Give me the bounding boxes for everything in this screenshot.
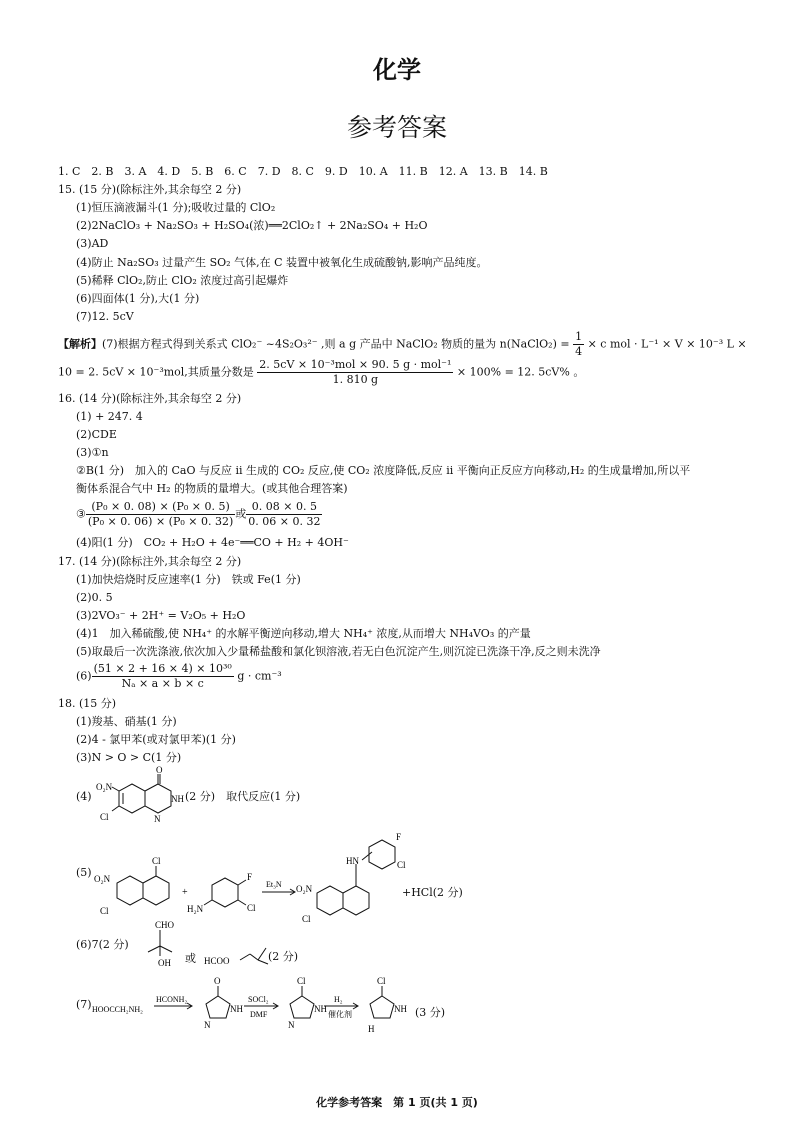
q18-a2: (2)4 - 氯甲苯(或对氯甲苯)(1 分) [76,733,236,746]
q18-a4-label: (4) [76,790,92,803]
q18-a5-label: (5) [76,866,92,879]
reagent-et3n: Et₃N [266,880,282,889]
q15-a1: (1)恒压滴液漏斗(1 分);吸收过量的 ClO₂ [76,201,276,214]
page-subtitle: 参考答案 [346,113,447,142]
q15-a6: (6)四面体(1 分),大(1 分) [76,292,200,305]
atom-hn: HN [346,856,359,866]
q15-head: 15. (15 分)(除标注外,其余每空 2 分) [58,183,242,196]
page-title: 化学 [373,56,421,84]
analysis-text-2b: × 100% = 12. 5cV% 。 [456,365,585,379]
q17-a2: (2)0. 5 [76,591,113,604]
q18-a3: (3)N > O > C(1 分) [76,751,182,764]
formate-group: HCOO [204,956,230,966]
reagent-dmf: DMF [250,1010,268,1019]
page-footer: 化学参考答案 第 1 页(共 1 页) [316,1096,478,1109]
q16-a3b-line2: 衡体系混合气中 H₂ 的物质的量增大。(或其他合理答案) [76,482,348,495]
atom-n: N [204,1020,211,1030]
atom-nh: NH [230,1004,243,1014]
atom-n: N [154,814,161,824]
atom-o: O [214,976,221,986]
analysis-text-2a: 10 = 2. 5cV × 10⁻³mol,其质量分数是 [58,365,254,379]
q16-a3: (3)①n [76,446,109,459]
q18-a7-score: (3 分) [415,1006,446,1019]
atom-cl: Cl [377,976,386,986]
reagent-catalyst: 催化剂 [328,1010,352,1019]
q18-a6-score: (2 分) [268,950,299,963]
q15-analysis-line2 [58,358,584,387]
q15-a5: (5)稀释 ClO₂,防止 ClO₂ 浓度过高引起爆炸 [76,274,289,287]
q16-a3b-line1: ②B(1 分) 加入的 CaO 与反应 ii 生成的 CO₂ 反应,使 CO₂ 浓度降低,反应 ii 平衡向正反应方向移动,H₂ 的生成量增加,所以平 [76,464,691,477]
plus-sign: + [182,887,188,898]
atom-n: N [288,1020,295,1030]
atom-o2n: O₂N [96,782,113,792]
atom-cl: Cl [302,914,311,924]
q17-a3: (3)2VO₃⁻ + 2H⁺ = V₂O₅ + H₂O [76,609,246,622]
q16-a3c: ③ $\frac{\text{(P₀ × 0. 08) × (P₀ × 0. 5)}}{\text{(P₀ × 0. 06) × (P₀ × 0. 32)}}$ 或 $\frac{0. 08 \times 0. 5}{0. 06 \times 0. 32}$ [76,500,321,528]
atom-nh: NH [314,1004,327,1014]
q16-a1: (1) + 247. 4 [76,410,143,423]
q17-a4: (4)1 加入稀硫酸,使 NH₄⁺ 的水解平衡逆向移动,增大 NH₄⁺ 浓度,从而增大 NH₄VO₃ 的产量 [76,627,531,640]
kp-fraction-2: $\frac{0. 08 \times 0. 5}{0. 06 \times 0. 32}$ [248,500,321,528]
route-7-scheme [92,970,452,1042]
atom-nh: NH [394,1004,407,1014]
reaction-5-scheme [90,826,480,926]
atom-cl: Cl [297,976,306,986]
q15-a4: (4)防止 Na₂SO₃ 过量产生 SO₂ 气体,在 C 装置中被氧化生成硫酸钠,影响产品纯度。 [76,256,488,269]
atom-o2n: O₂N [94,874,111,884]
atom-nh: NH [171,794,184,804]
q17-a6: (6) $\frac{\text{(51 × 2 + 16 × 4) × 10³⁰}}{\text{Nₐ × a × b × c}}$ g · cm⁻³ [76,662,282,690]
q15-a3: (3)AD [76,237,109,250]
q18-a4-text: (2 分) 取代反应(1 分) [185,790,301,803]
q16-head: 16. (14 分)(除标注外,其余每空 2 分) [58,392,242,405]
kp-fraction-1: $\frac{\text{(P₀ × 0. 08) × (P₀ × 0. 5)}}{\text{(P₀ × 0. 06) × (P₀ × 0. 32)}}$ [87,500,234,528]
q18-a6-label: (6)7(2 分) [76,938,129,951]
q16-a2: (2)CDE [76,428,117,441]
analysis-text-1a: (7)根据方程式得到关系式 ClO₂⁻ ~4S₂O₃²⁻ ,则 a g 产品中 NaClO₂ 物质的量为 n(NaClO₂) = [102,337,570,351]
atom-cl: Cl [100,906,109,916]
atom-f: F [247,872,253,882]
q15-a7: (7)12. 5cV [76,310,134,323]
hydroxyl-group: OH [158,958,171,968]
q18-a5-hcl: +HCl(2 分) [402,886,463,899]
q17-head: 17. (14 分)(除标注外,其余每空 2 分) [58,555,242,568]
or-text: 或 [185,953,196,965]
atom-o: O [156,765,163,775]
formyl-group: CHO [155,920,175,930]
q17-a1: (1)加快焙烧时反应速率(1 分) 铁或 Fe(1 分) [76,573,301,586]
atom-cl: Cl [100,812,109,822]
q15-analysis-line1 [58,330,747,359]
q15-a2: (2)2NaClO₃ + Na₂SO₃ + H₂SO₄(浓)══2ClO₂↑ + 2Na₂SO₄ + H₂O [76,219,428,232]
atom-cl: Cl [397,860,406,870]
q18-a1: (1)羧基、硝基(1 分) [76,715,177,728]
q18-head: 18. (15 分) [58,697,117,710]
atom-h2n: H₂N [187,904,204,914]
atom-cl: Cl [152,856,161,866]
q18-a7-label: (7) [76,998,92,1011]
analysis-text-1b: × c mol · L⁻¹ × V × 10⁻³ L × [587,337,747,351]
reagent-socl2: SOCl₂ [248,995,269,1004]
q17-a5: (5)取最后一次洗涤液,依次加入少量稀盐酸和氯化钡溶液,若无白色沉淀产生,则沉淀已洗涤干净,反之则未洗净 [76,645,601,658]
reagent-formamide: HCONH₂ [156,995,188,1004]
analysis-label: 【解析】 [58,337,102,351]
mc-answers: 1. C 2. B 3. A 4. D 5. B 6. C 7. D 8. C 9. D 10. A 11. B 12. A 13. B 14. B [58,165,548,178]
q16-a4: (4)阳(1 分) CO₂ + H₂O + 4e⁻══CO + H₂ + 4OH⁻ [76,536,349,549]
atom-f: F [396,832,402,842]
fraction-quarter: $\frac{1}{4}$ [575,330,583,358]
atom-o2n: O₂N [296,884,313,894]
atom-h: H [368,1024,375,1034]
fraction-mass: $\frac{\text{2. 5cV × 10⁻³mol × 90. 5 g · mol⁻¹}}{1. 810 g}$ [259,358,452,386]
glycine-formula: HOOCCH₂NH₂ [92,1005,143,1014]
reagent-h2: H₂ [334,995,343,1004]
density-fraction: $\frac{\text{(51 × 2 + 16 × 4) × 10³⁰}}{\text{Nₐ × a × b × c}}$ [93,662,232,690]
atom-cl: Cl [247,903,256,913]
